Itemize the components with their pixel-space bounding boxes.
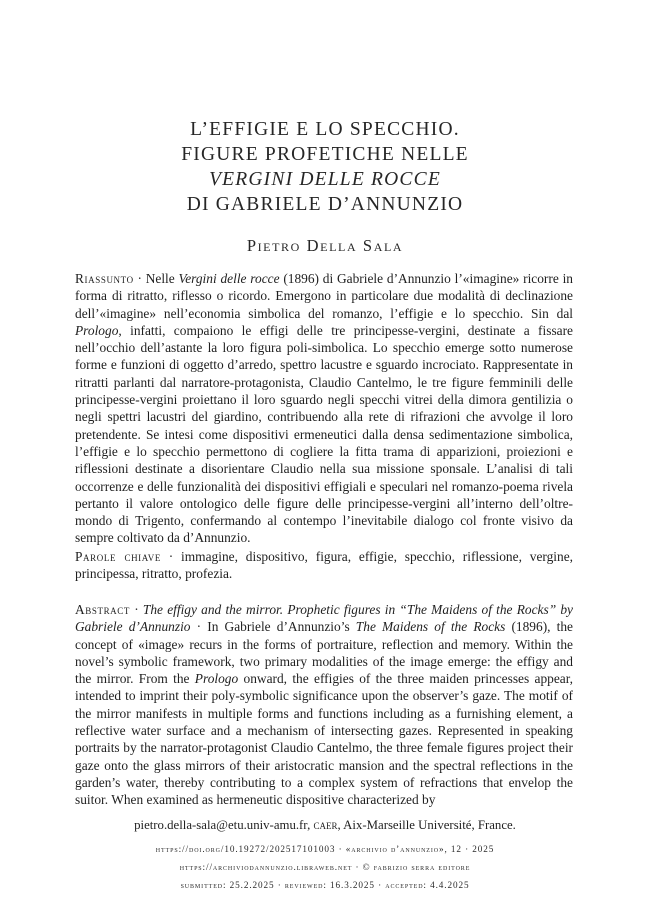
- title-line-1: L’EFFIGIE E LO SPECCHIO.: [190, 119, 460, 140]
- riassunto-paragraph: [75, 270, 573, 547]
- riassunto-italic-2: Prologo: [75, 322, 119, 338]
- riassunto-italic-1: Vergini delle rocce: [178, 271, 280, 286]
- title-line-4: DI GABRIELE D’ANNUNZIO: [186, 194, 464, 215]
- riassunto-label: Riassunto: [75, 271, 134, 286]
- abstract-separator-1: ·: [129, 602, 143, 617]
- author-email[interactable]: pietro.della-sala@etu.univ-amu.fr: [134, 818, 308, 832]
- footer-dates-line: submitted: 25.2.2025 · reviewed: 16.3.2025 · accepted: 4.4.2025: [180, 880, 470, 890]
- author-name: Pietro Della Sala: [246, 236, 404, 255]
- riassunto-text-3: , infatti, compaiono le effigi delle tre principesse-vergini, destinate a fissare nell’occhio dell’astante la loro figura poli-simbolica. Lo specchio emerge sotto numerose forme e funzioni di oggetto d’arredo, spettro lacustre e sguardo incrociato. Rappresentate in ritratti parlanti dal narratore-protagonista, Claudio Cantelmo, le tre figure femminili delle principesse-vergini proiettano il loro sguardo negli specchi vitrei della dimora gentilizia o negli spettri lacustri del giardino, contribuendo alla rete di rifrazioni che avvolge il loro pretendente. Se intesi come dispositivi ermeneutici dalla densa sedimentazione simbolica, l’effigie e lo specchio permettono di cogliere la fitta trama di apparizioni, proiezioni e riflessioni destinate a disorientare Claudio nella sua missione sponsale. L’analisi di tali occorrenze e delle funzionalità dei dispositivi effigiali e speculari nel romanzo-poema rivela pertanto il valore ontologico delle figure delle principesse-vergini all’interno dell’oltre-mondo di Trigento, confermando al contempo l’inevitabile dialogo col fronte visivo da sempre coltivato da d’Annunzio.: [75, 322, 573, 546]
- affiliation-lab: caer: [313, 818, 338, 832]
- keywords-paragraph: [75, 548, 573, 583]
- abstract-paragraph: [75, 601, 573, 809]
- title-line-2: FIGURE PROFETICHE NELLE: [181, 144, 469, 165]
- affiliation-separator: ,: [307, 818, 314, 832]
- abstract-text-3: onward, the effigies of the three maiden princesses appear, intended to imprint their poly-symbolic significance upon the observer’s gaze. The motif of the mirror manifests in multiple forms and functions including as a furnishing element, a reflective water surface and a mechanism of intersecting gazes. Represented in speaking portraits by the narrator-protagonist Claudio Cantelmo, the three female figures project their gaze onto the glass mirrors of their aristocratic mansion and the spectral reflections in the garden’s water, thereby contributing to a complex system of refractions that envelop the suitor. When examined as hermeneutic dispositive characterized by: [75, 671, 573, 808]
- abstract-italic-1: The Maidens of the Rocks: [355, 619, 506, 635]
- footer-website-line[interactable]: https://archiviodannunzio.libraweb.net · © fabrizio serra editore: [179, 862, 471, 872]
- title-line-3: VERGINI DELLE ROCCE: [209, 169, 441, 190]
- abstract-text-1: In Gabriele d’Annunzio’s: [207, 619, 356, 635]
- abstract-italic-2: Prologo: [194, 671, 239, 687]
- abstract-separator-2: ·: [190, 619, 208, 635]
- abstract-clip: [75, 601, 573, 809]
- riassunto-separator: ·: [133, 271, 146, 286]
- keywords-separator: ·: [160, 549, 182, 564]
- article-title: [75, 117, 575, 217]
- keywords-label: Parole chiave: [75, 549, 161, 564]
- abstract-label: Abstract: [75, 602, 130, 617]
- riassunto-text-2: (1896) di Gabriele d’Annunzio l’«imagine» ricorre in forma di ritratto, riflesso o ricordo. Emergono in particolare due modalità di declinazione dell’«imagine» nell’economia simbolica del romanzo, l’effigie e lo specchio. Sin dal: [75, 271, 573, 321]
- footer-doi-line[interactable]: https://doi.org/10.19272/202517101003 · «archivio d’annunzio», 12 · 2025: [155, 844, 495, 854]
- keywords-text: immagine, dispositivo, figura, effigie, specchio, riflessione, vergine, principessa, ritratto, profezia.: [75, 549, 574, 582]
- riassunto-text-1: Nelle: [145, 271, 179, 286]
- abstract-text-2: (1896), the concept of «image» recurs in the forms of portraiture, reflection and memory. Within the novel’s symbolic framework, two primary modalities of the image emerge: the effigy and the mirror. From the: [75, 619, 573, 687]
- affiliation-institution: , Aix-Marseille Université, France.: [337, 818, 516, 832]
- author-affiliation: [75, 818, 575, 833]
- abstract-english-title: The effigy and the mirror. Prophetic figures in “The Maidens of the Rocks” by Gabriele d’Annunzio: [75, 602, 573, 635]
